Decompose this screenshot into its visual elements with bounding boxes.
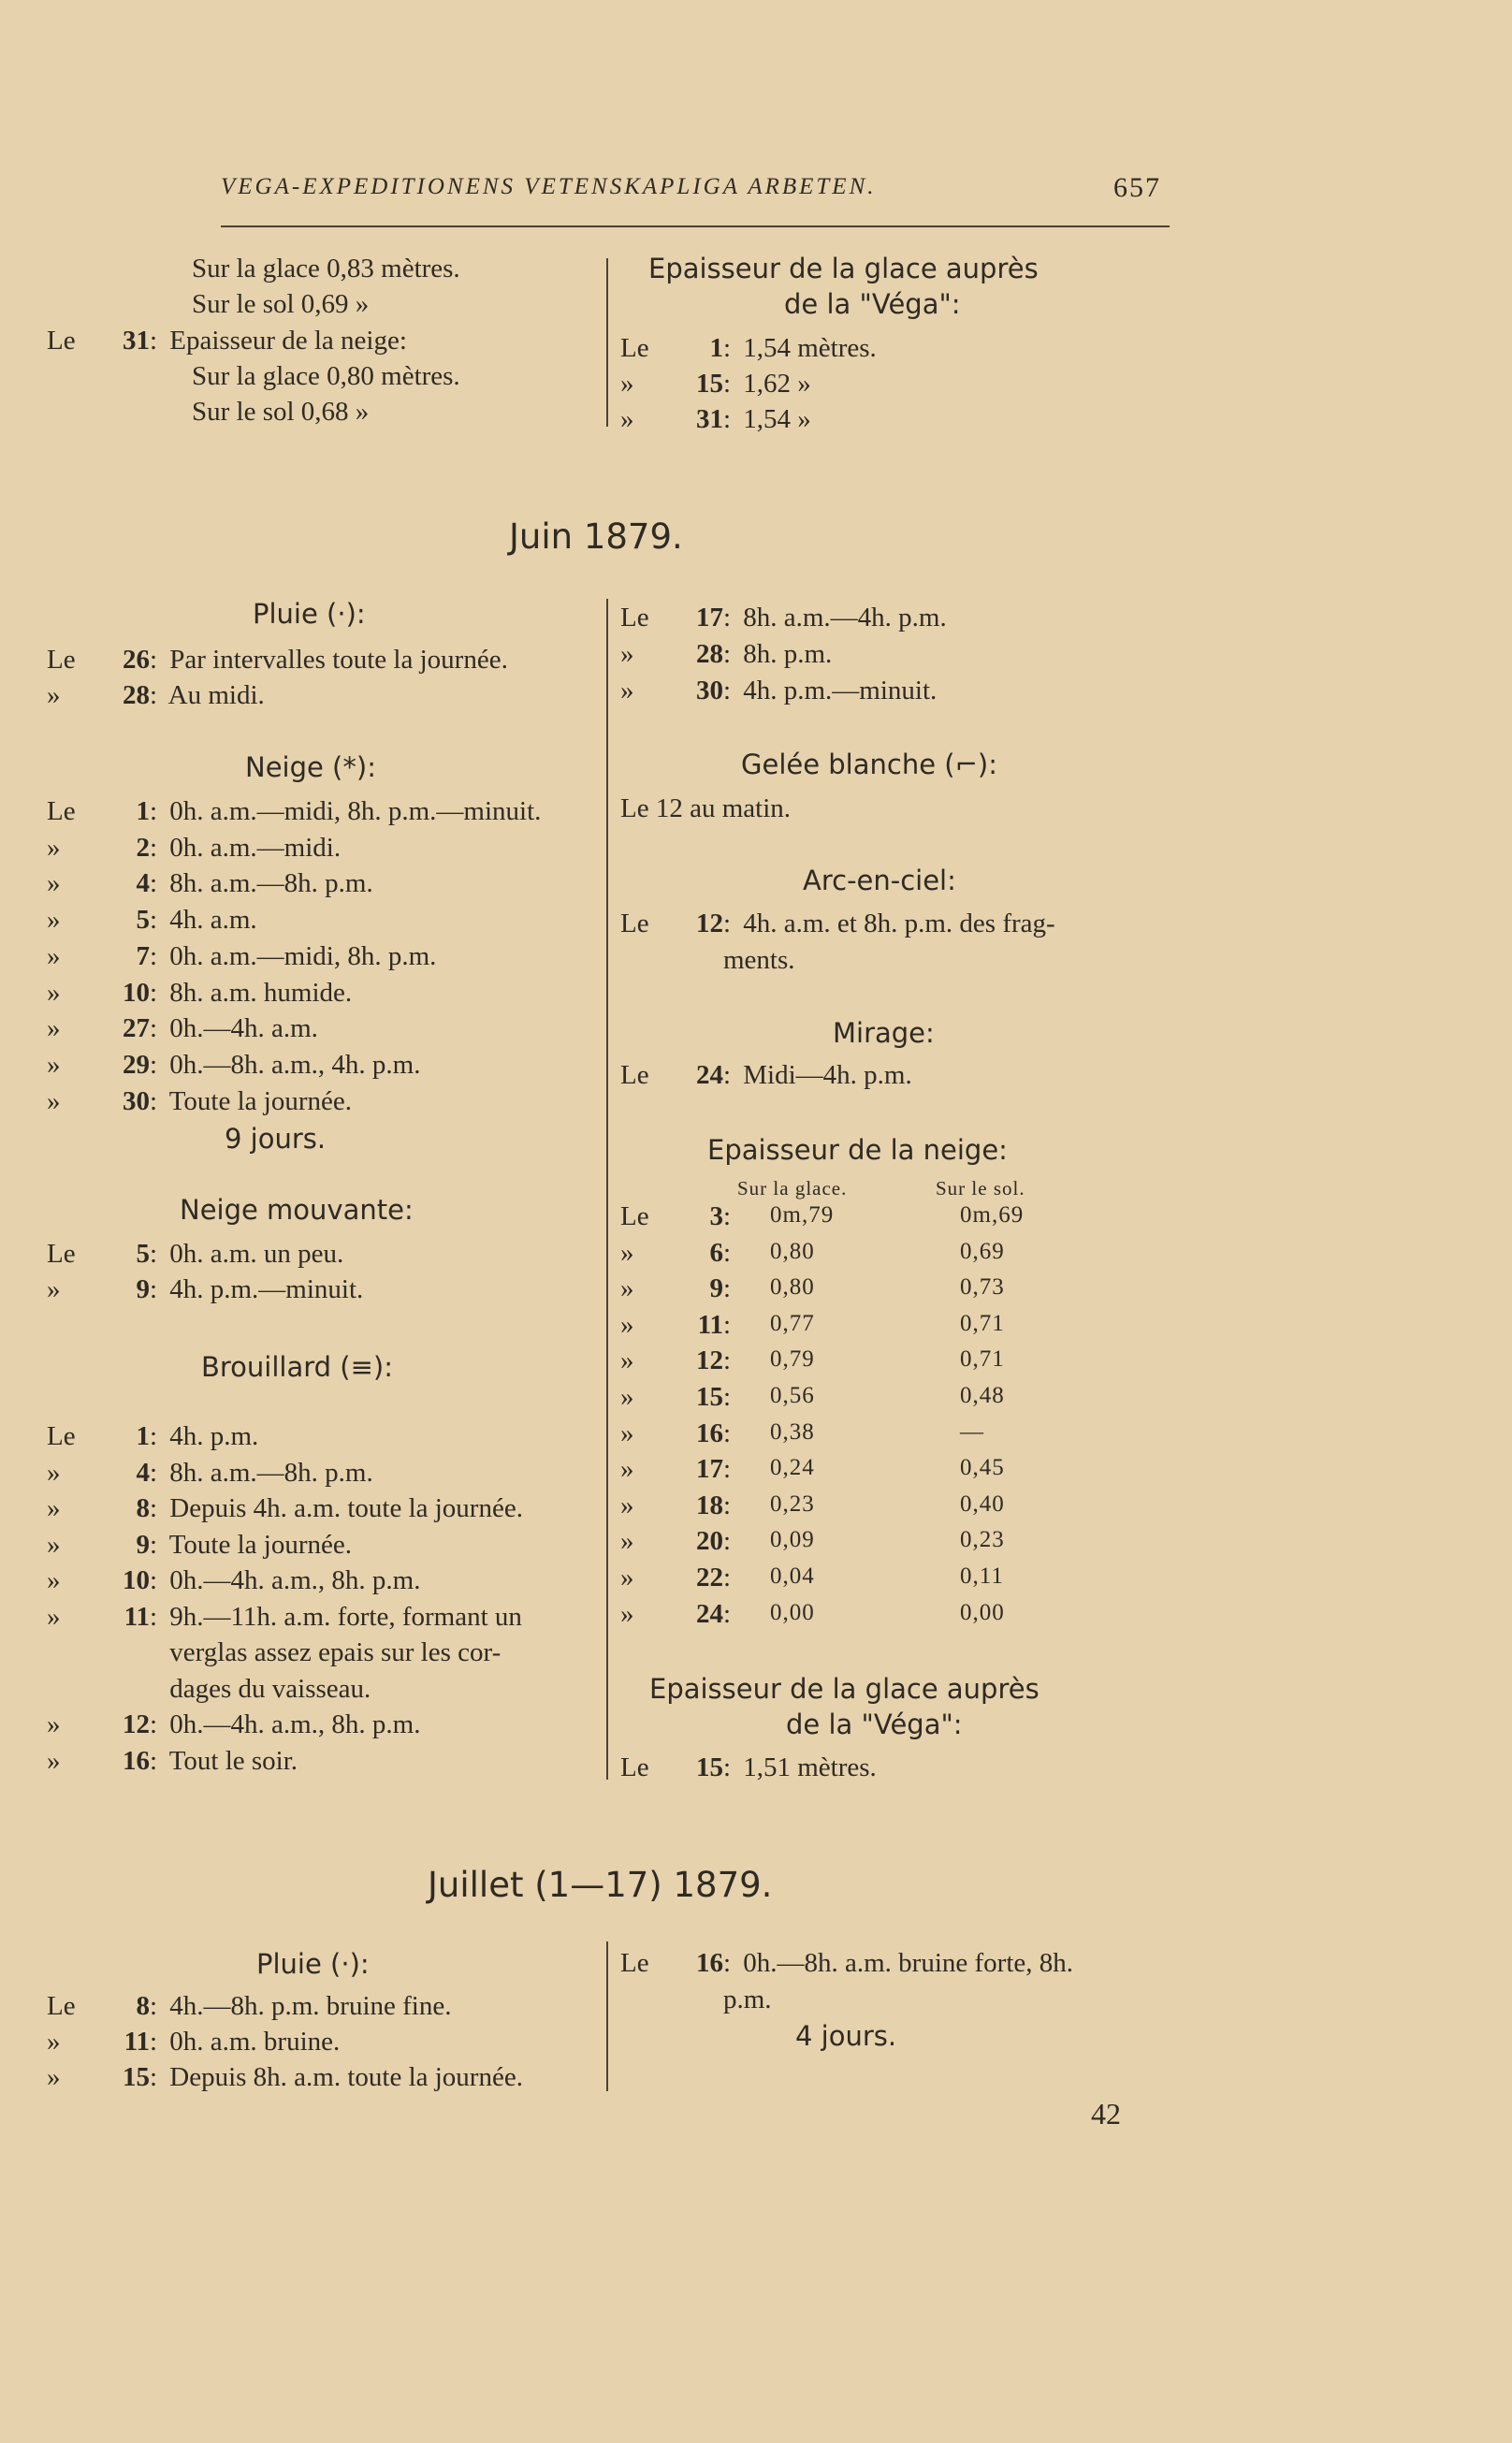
entry-row: » 7: 0h. a.m.—midi, 8h. p.m.: [47, 938, 436, 974]
entry-day: 7: [136, 940, 150, 971]
arc-en-ciel-entry: Le 12: 4h. a.m. et 8h. p.m. des frag-: [620, 909, 1055, 938]
entry-day: 2: [136, 832, 150, 863]
entry-day: 15: [696, 1382, 723, 1412]
entry-prefix: »: [620, 639, 634, 669]
cell-sur-la-glace: 0,77: [770, 1310, 815, 1336]
entry-row: Le 1: 0h. a.m.—midi, 8h. p.m.—minuit.: [47, 793, 541, 829]
entry-day: 16: [696, 1418, 723, 1448]
cell-sur-le-sol: 0,73: [960, 1274, 1005, 1301]
entry-day: 5: [136, 905, 150, 936]
cell-sur-la-glace: 0m,79: [770, 1202, 835, 1228]
table-row: » 16:: [620, 1416, 736, 1451]
entry-text: 9h.—11h. a.m. forte, formant un: [163, 1601, 522, 1632]
entry-row: [47, 1671, 371, 1707]
entry-text: 8h. a.m.—8h. p.m.: [163, 1457, 373, 1488]
entry-text: 4h. a.m.: [163, 905, 257, 936]
entry-prefix: »: [47, 1529, 61, 1560]
neige-total: 9 jours.: [225, 1123, 327, 1155]
entry-day: 31: [696, 404, 723, 434]
entry-day: 18: [696, 1490, 723, 1520]
entry-row: Le 17: 8h. a.m.—4h. p.m.: [620, 600, 947, 635]
cell-sur-la-glace: 0,09: [770, 1527, 815, 1553]
entry-prefix: Le: [47, 1421, 76, 1451]
entry-prefix: »: [47, 1745, 61, 1776]
entry-text: 1,54 mètres.: [736, 333, 877, 363]
entry-prefix: »: [47, 1493, 61, 1523]
entry-day: 26: [123, 645, 150, 675]
entry-prefix: »: [620, 1490, 634, 1520]
entry-row: » 9: Toute la journée.: [47, 1527, 352, 1563]
entry-row: » 16: Tout le soir.: [47, 1743, 298, 1779]
entry-prefix: »: [620, 1418, 634, 1448]
entry-row: » 15: 1,62 »: [620, 366, 811, 401]
entry-text: 0h. a.m.—midi, 8h. p.m.: [163, 940, 437, 971]
entry-row: » 30: Toute la journée.: [47, 1083, 352, 1119]
table-row: » 9:: [620, 1271, 736, 1306]
entry-prefix: »: [620, 1526, 634, 1557]
pluie-title: Pluie (·):: [256, 1948, 370, 1980]
entry-row: » 9: 4h. p.m.—minuit.: [47, 1272, 363, 1307]
entry-prefix: »: [620, 1563, 634, 1592]
entry-row: » 28: Au midi.: [47, 677, 265, 713]
neige-mouvante-title: Neige mouvante:: [180, 1194, 414, 1226]
entry-row: Le 26: Par intervalles toute la journée.: [47, 642, 508, 677]
entry-row: » 31: 1,54 »: [620, 401, 811, 437]
cell-sur-le-sol: 0,48: [960, 1383, 1005, 1408]
cell-sur-le-sol: —: [960, 1418, 984, 1445]
entry-text: 0h. a.m.—midi, 8h. p.m.—minuit.: [163, 796, 542, 826]
cell-sur-la-glace: 0,00: [770, 1599, 815, 1625]
entry-day: 20: [696, 1526, 723, 1557]
entry-row: » 27: 0h.—4h. a.m.: [47, 1011, 318, 1046]
entry-row: » 4: 8h. a.m.—8h. p.m.: [47, 865, 373, 901]
top-left-line: Sur la glace 0,80 mètres.: [192, 361, 460, 391]
entry-prefix: Le: [47, 645, 76, 675]
entry-text: Tout le soir.: [163, 1745, 298, 1776]
table-row: » 24:: [620, 1596, 736, 1632]
cell-sur-le-sol: 0,71: [960, 1346, 1005, 1373]
glace-title-2: de la "Véga":: [786, 1709, 963, 1740]
cell-sur-le-sol: 0,71: [960, 1310, 1005, 1336]
entry-day: 15: [123, 2062, 150, 2092]
entry-text: 4h. p.m.—minuit.: [163, 1274, 364, 1304]
cell-sur-le-sol: 0m,69: [960, 1202, 1025, 1228]
entry-day: 11: [124, 2027, 150, 2057]
entry-prefix: »: [620, 1345, 634, 1376]
gelee-entry: Le 12 au matin.: [620, 793, 792, 823]
entry-row: [47, 1635, 501, 1670]
table-row: » 11:: [620, 1307, 736, 1343]
entry-row: » 10: 0h.—4h. a.m., 8h. p.m.: [47, 1563, 421, 1598]
cell-sur-la-glace: 0,04: [770, 1563, 815, 1589]
entry-day: 4: [136, 868, 150, 899]
entry-day: 8: [136, 1493, 150, 1523]
entry-prefix: »: [620, 1309, 634, 1340]
entry-text: 0h. a.m.—midi.: [163, 832, 342, 863]
entry-row: » 11: 0h. a.m. bruine.: [47, 2024, 340, 2059]
glace-entry: Le 15: 1,51 mètres.: [620, 1752, 877, 1782]
entry-text: Toute la journée.: [163, 1085, 352, 1116]
entry-day: 30: [696, 676, 723, 705]
entry-prefix: »: [47, 1274, 61, 1304]
entry-row: » 10: 8h. a.m. humide.: [47, 975, 352, 1011]
cell-sur-la-glace: 0,56: [770, 1383, 815, 1408]
entry-prefix: »: [47, 1601, 61, 1632]
entry-text: 4h. p.m.: [163, 1421, 259, 1451]
pluie-entry: Le 16: 0h.—8h. a.m. bruine forte, 8h.: [620, 1948, 1074, 1978]
cell-sur-le-sol: 0,11: [960, 1563, 1004, 1589]
entry-day: 22: [696, 1563, 723, 1592]
cell-sur-le-sol: 0,40: [960, 1491, 1005, 1517]
table-header-glace: Sur la glace.: [737, 1177, 848, 1200]
column-divider: [606, 1941, 608, 2091]
entry-day: 11: [697, 1309, 723, 1340]
entry-day: 29: [123, 1049, 150, 1080]
top-left-line: Sur la glace 0,83 mètres.: [192, 254, 460, 284]
entry-row: Le 8: 4h.—8h. p.m. bruine fine.: [47, 1988, 451, 2024]
entry-text: 8h. a.m. humide.: [163, 977, 353, 1008]
running-title: VEGA-EXPEDITIONENS VETENSKAPLIGA ARBETEN.: [221, 174, 877, 199]
entry-prefix: Le: [620, 603, 649, 633]
entry-day: 5: [136, 1239, 150, 1269]
entry-day: 12: [123, 1709, 150, 1739]
entry-row: » 4: 8h. a.m.—8h. p.m.: [47, 1455, 373, 1491]
entry-prefix: »: [47, 905, 61, 936]
cell-sur-la-glace: 0,79: [770, 1346, 815, 1373]
entry-prefix: Le: [620, 1201, 649, 1231]
entry-text: Depuis 8h. a.m. toute la journée.: [163, 2062, 523, 2092]
entry-prefix: »: [620, 1598, 634, 1629]
entry-prefix: »: [620, 1382, 634, 1412]
entry-prefix: Le: [47, 796, 76, 826]
entry-text: 0h.—8h. a.m., 4h. p.m.: [163, 1049, 421, 1080]
entry-row: » 30: 4h. p.m.—minuit.: [620, 673, 937, 708]
glace-title: Epaisseur de la glace auprès: [649, 1673, 1040, 1705]
cell-sur-la-glace: 0,80: [770, 1238, 815, 1264]
entry-row: » 12: 0h.—4h. a.m., 8h. p.m.: [47, 1707, 421, 1742]
entry-day: 17: [696, 603, 723, 633]
brouillard-title: Brouillard (≡):: [201, 1351, 393, 1383]
entry-text: 0h.—4h. a.m.: [163, 1013, 318, 1044]
table-row: » 6:: [620, 1235, 736, 1271]
pluie-title: Pluie (·):: [253, 598, 366, 630]
entry-prefix: »: [47, 1457, 61, 1488]
cell-sur-le-sol: 0,45: [960, 1455, 1005, 1481]
entry-prefix: »: [620, 676, 634, 705]
cell-sur-le-sol: 0,69: [960, 1238, 1005, 1264]
entry-day: 9: [136, 1274, 150, 1304]
entry-text: 0h. a.m. un peu.: [163, 1239, 344, 1269]
entry-prefix: »: [47, 940, 61, 971]
entry-day: 10: [123, 977, 150, 1008]
entry-prefix: Le: [620, 333, 649, 363]
cell-sur-la-glace: 0,80: [770, 1274, 815, 1301]
entry-prefix: Le: [47, 1991, 76, 2021]
entry-text: 0h.—4h. a.m., 8h. p.m.: [163, 1709, 421, 1739]
table-row: » 12:: [620, 1343, 736, 1378]
entry-day: 11: [124, 1601, 150, 1632]
top-left-row: Le 31: Epaisseur de la neige:: [47, 326, 407, 356]
cell-sur-la-glace: 0,23: [770, 1491, 815, 1517]
mirage-entry: Le 24: Midi—4h. p.m.: [620, 1060, 912, 1090]
entry-prefix: »: [47, 680, 61, 710]
entry-day: 28: [123, 680, 150, 710]
table-row: » 17:: [620, 1451, 736, 1487]
entry-day: 1: [709, 333, 723, 363]
entry-day: 27: [123, 1013, 150, 1044]
entry-prefix: »: [47, 1709, 61, 1739]
entry-day: 1: [136, 1421, 150, 1451]
entry-row: » 29: 0h.—8h. a.m., 4h. p.m.: [47, 1047, 421, 1083]
entry-day: 9: [136, 1529, 150, 1560]
entry-text: 8h. p.m.: [736, 639, 833, 669]
entry-prefix: »: [47, 832, 61, 863]
pluie-total: 4 jours.: [795, 2020, 897, 2052]
entry-prefix: »: [47, 1049, 61, 1080]
entry-prefix: Le: [47, 1239, 76, 1269]
cell-sur-la-glace: 0,38: [770, 1418, 815, 1445]
entry-text: 4h.—8h. p.m. bruine fine.: [163, 1991, 452, 2021]
glace-title-2: de la "Véga":: [784, 288, 961, 320]
column-divider: [606, 599, 608, 1780]
entry-day: 9: [709, 1273, 723, 1304]
entry-row: » 11: 9h.—11h. a.m. forte, formant un: [47, 1599, 522, 1635]
neige-title: Neige (*):: [245, 751, 376, 783]
gelee-title: Gelée blanche (⌐):: [741, 749, 997, 780]
section-title-juillet: Juillet (1—17) 1879.: [428, 1865, 773, 1905]
entry-prefix: »: [47, 868, 61, 899]
entry-row: » 2: 0h. a.m.—midi.: [47, 830, 341, 865]
entry-text: Au midi.: [163, 680, 265, 710]
entry-text: 0h.—4h. a.m., 8h. p.m.: [163, 1565, 421, 1595]
entry-prefix: »: [47, 1013, 61, 1044]
pluie-entry-cont: p.m.: [723, 1985, 772, 2014]
entry-prefix: »: [47, 2062, 61, 2092]
entry-text: Depuis 4h. a.m. toute la journée.: [163, 1493, 523, 1523]
table-row: » 15:: [620, 1379, 736, 1415]
entry-day: 4: [136, 1457, 150, 1488]
entry-row: » 8: Depuis 4h. a.m. toute la journée.: [47, 1491, 523, 1526]
entry-prefix: »: [620, 1454, 634, 1485]
entry-text: dages du vaisseau.: [163, 1673, 371, 1704]
table-row: » 18:: [620, 1488, 736, 1523]
entry-row: Le 5: 0h. a.m. un peu.: [47, 1236, 343, 1272]
arc-en-ciel-cont: ments.: [723, 945, 795, 975]
page-number: 657: [1113, 172, 1161, 203]
entry-row: » 15: Depuis 8h. a.m. toute la journée.: [47, 2059, 523, 2095]
entry-prefix: »: [620, 1273, 634, 1304]
entry-day: 30: [123, 1085, 150, 1116]
entry-prefix: »: [620, 369, 634, 399]
entry-day: 12: [696, 1345, 723, 1376]
table-row: » 20:: [620, 1523, 736, 1559]
entry-text: 1,54 »: [736, 404, 811, 434]
entry-day: 16: [123, 1745, 150, 1776]
cell-sur-la-glace: 0,24: [770, 1455, 815, 1481]
entry-prefix: »: [47, 977, 61, 1008]
entry-text: 8h. a.m.—4h. p.m.: [736, 603, 947, 633]
top-left-line: Sur le sol 0,68 »: [192, 397, 370, 427]
entry-prefix: »: [47, 2027, 61, 2057]
mirage-title: Mirage:: [833, 1017, 935, 1049]
entry-day: 8: [136, 1991, 150, 2021]
entry-text: 0h. a.m. bruine.: [163, 2027, 341, 2057]
entry-day: 17: [696, 1454, 723, 1485]
section-title-juin: Juin 1879.: [509, 516, 683, 557]
arc-en-ciel-title: Arc-en-ciel:: [803, 865, 956, 896]
entry-prefix: »: [47, 1565, 61, 1595]
cell-sur-le-sol: 0,23: [960, 1527, 1005, 1553]
entry-text: Toute la journée.: [163, 1529, 352, 1560]
column-divider: [606, 258, 608, 427]
table-row: Le 3:: [620, 1199, 736, 1234]
entry-day: 28: [696, 639, 723, 669]
entry-day: 3: [709, 1201, 723, 1231]
entry-day: 24: [696, 1598, 723, 1629]
entry-text: 8h. a.m.—8h. p.m.: [163, 868, 373, 899]
cell-sur-le-sol: 0,00: [960, 1599, 1005, 1625]
entry-prefix: »: [47, 1085, 61, 1116]
entry-row: » 28: 8h. p.m.: [620, 636, 832, 672]
entry-text: verglas assez epais sur les cor-: [163, 1637, 502, 1667]
entry-day: 15: [696, 369, 723, 399]
entry-text: 1,62 »: [736, 369, 811, 399]
table-row: » 22:: [620, 1560, 736, 1595]
signature-mark: 42: [1091, 2097, 1121, 2130]
entry-text: 4h. p.m.—minuit.: [736, 676, 938, 705]
table-header-sol: Sur le sol.: [936, 1177, 1025, 1200]
entry-text: Par intervalles toute la journée.: [163, 645, 508, 675]
entry-prefix: »: [620, 404, 634, 434]
top-left-line: Sur le sol 0,69 »: [192, 289, 370, 319]
entry-row: Le 1: 1,54 mètres.: [620, 330, 877, 366]
entry-day: 1: [136, 796, 150, 826]
glace-title: Epaisseur de la glace auprès: [648, 253, 1039, 284]
entry-prefix: »: [620, 1237, 634, 1268]
epaisseur-neige-title: Epaisseur de la neige:: [707, 1134, 1008, 1166]
entry-row: Le 1: 4h. p.m.: [47, 1418, 258, 1454]
entry-day: 10: [123, 1565, 150, 1595]
header-rule: [221, 225, 1170, 227]
entry-day: 6: [709, 1237, 723, 1268]
entry-row: » 5: 4h. a.m.: [47, 902, 257, 938]
